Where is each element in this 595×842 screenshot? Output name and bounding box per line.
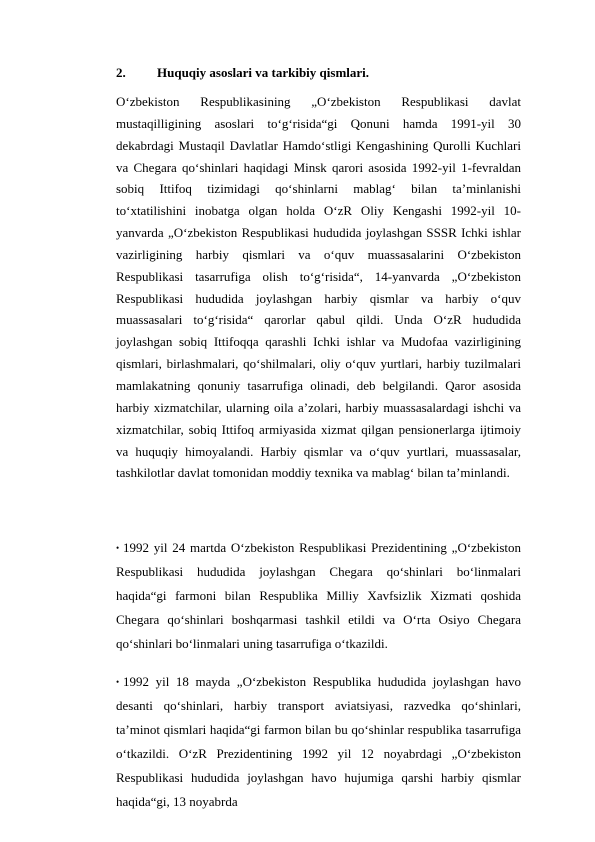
section-number: 2. [116,65,126,80]
body-paragraph: O‘zbekiston Respublikasining „O‘zbekiston Respublikasi davlat mustaqilligining asoslari to‘g‘risida“gi Qonuni hamda 1991-yil 30 dekabrdagi Mustaqil Davlatlar Hamdo‘stligi Kengashining Qurolli Kuchlari va Chegara qo‘shinlari haqidagi Minsk qarori asosida 1992-yil 1-fevraldan sobiq Ittifoq tizimidagi qo‘shinlarni mablag‘ bilan ta’minlanishi to‘xtatilishini inobatga olgan holda O‘zR Oliy Kengashi 1992-yil 10-yanvarda „O‘zbekiston Respublikasi hududida joylashgan SSSR Ichki ishlar vazirligining harbiy qismlari va o‘quv muassasalarini O‘zbekiston Respublikasi tasarrufiga olish to‘g‘risida“, 14-yanvarda „O‘zbekiston Respublikasi hududida joylashgan harbiy qismlar va harbiy o‘quv muassasalari to‘g‘risida“ qarorlar qabul qildi. Unda O‘zR hududida joylashgan sobiq Ittifoqqa qarashli Ichki ishlar va Mudofaa vazirligining qismlari, birlashmalari, qo‘shilmalari, oliy o‘quv yurtlari, harbiy tuzilmalari mamlakatning qonuniy tasarrufiga olinadi, deb belgilandi. Qaror asosida harbiy xizmatchilar, ularning oila a’zolari, harbiy muassasalardagi ishchi va xizmatchilar, sobiq Ittifoq armiyasida xizmat qilgan pensionerlarga ijtimoiy va huquqiy himoyalandi. Harbiy qismlar va o‘quv yurtlari, muassasalar, tashkilotlar davlat tomonidan moddiy texnika va mablag‘ bilan ta’minlandi. [116,94,521,481]
bullet-text: 1992 yil 24 martda O‘zbekiston Respublikasi Prezidentining „O‘zbekiston Respublikasi hududida joylashgan Chegara qo‘shinlari bo‘linmalari haqida“gi farmoni bilan Respublika Milliy Xavfsizlik Xizmati qoshida Chegara qo‘shinlari boshqarmasi tashkil etildi va O‘rta Osiyo Chegara qo‘shinlari bo‘linmalari uning tasarrufiga o‘tkazildi. [116,540,521,651]
bullet-text: 1992 yil 18 mayda „O‘zbekiston Respublika hududida joylashgan havo desanti qo‘shinlari, harbiy transport aviatsiyasi, razvedka qo‘shinlari, ta’minot qismlari haqida“gi farmon bilan bu qo‘shinlar respublika tasarrufiga o‘tkazildi. O‘zR Prezidentining 1992 yil 12 noyabrdagi „O‘zbekiston Respublikasi hududida joylashgan havo hujumiga qarshi harbiy qismlar haqida“gi, 13 noyabrda [116,674,521,809]
bullet-item [116,670,521,814]
bullet-dot-icon: • [116,543,120,553]
bullet-item [116,536,521,656]
bullet-dot-icon: • [116,677,120,687]
section-heading [116,64,369,81]
section-title: Huquqiy asoslari va tarkibiy qismlari. [157,65,370,80]
